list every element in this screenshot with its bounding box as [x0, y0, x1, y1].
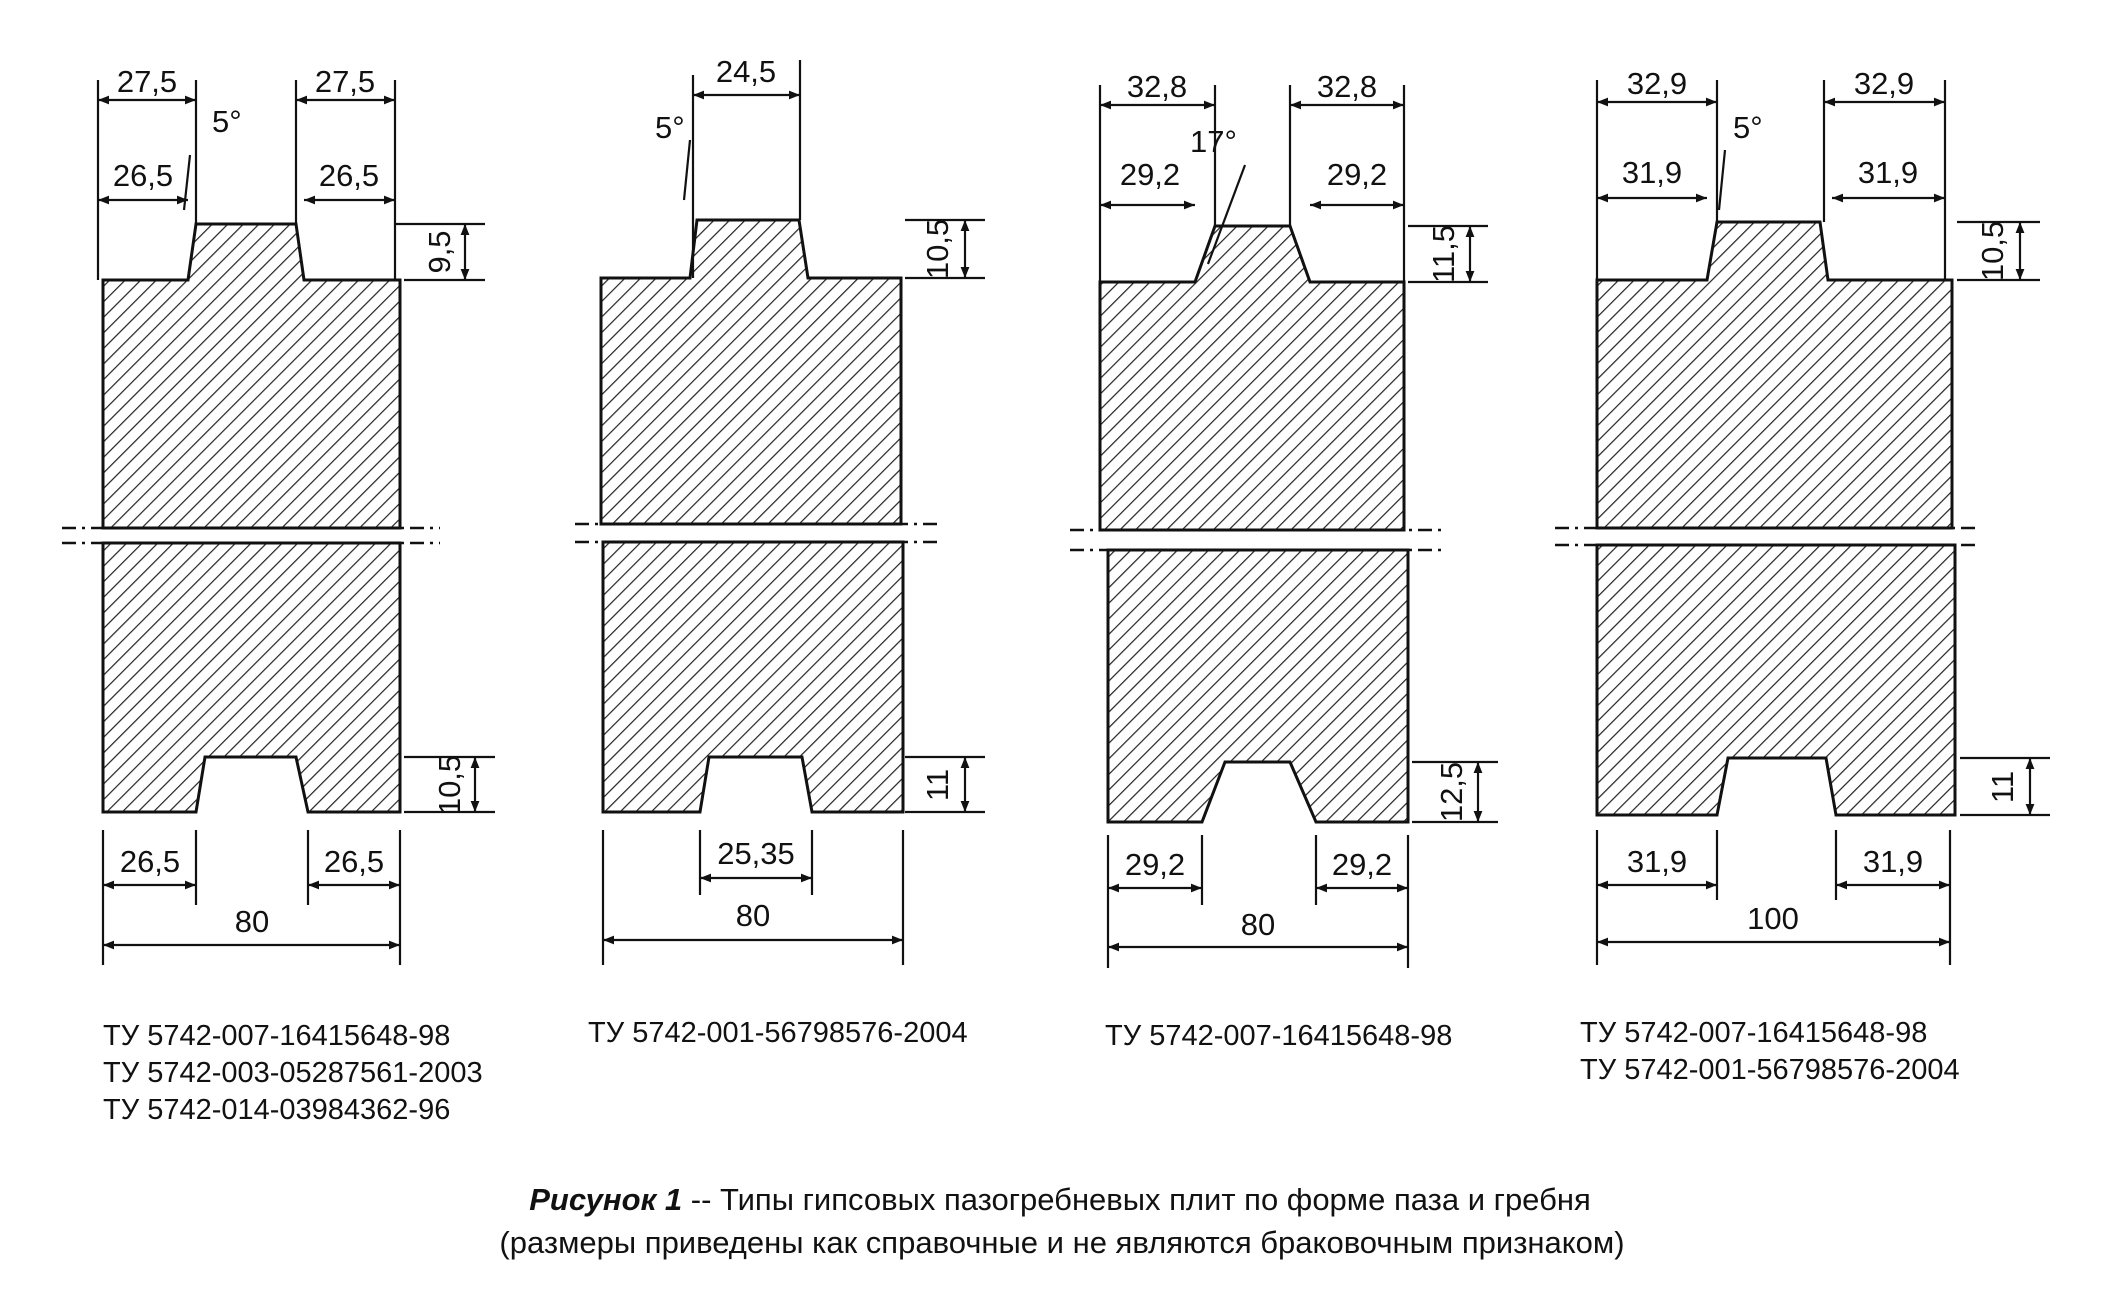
panel-1-tu-line-2: ТУ 5742-003-05287561-2003	[103, 1057, 483, 1089]
panel-2-label-bottom-center: 25,35	[717, 836, 795, 871]
panel-3-label-top-right-outer: 32,8	[1316, 69, 1378, 104]
panel-2-label-ridge-height: 10,5	[920, 218, 955, 280]
panel-2-label-angle: 5°	[655, 110, 685, 145]
panel-4-label-top-right-outer: 32,9	[1853, 66, 1915, 101]
panel-4-label-width: 100	[1747, 901, 1799, 936]
panel-4-tu-line-1: ТУ 5742-007-16415648-98	[1580, 1017, 1928, 1049]
caption-title: Рисунок 1	[529, 1182, 683, 1217]
panel-2-label-top-center: 24,5	[715, 54, 777, 89]
panel-3-label-bottom-left: 29,2	[1124, 847, 1186, 882]
panel-3-label-ridge-height: 11,5	[1426, 224, 1461, 284]
panel-3-tu-line-1: ТУ 5742-007-16415648-98	[1105, 1020, 1453, 1052]
panel-3-lower-slab	[1108, 550, 1408, 822]
panel-4-lower-slab	[1597, 545, 1955, 815]
panel-3-upper-slab	[1100, 226, 1404, 530]
panel-1-tu-line-3: ТУ 5742-014-03984362-96	[103, 1094, 451, 1126]
panel-3-label-bottom-right: 29,2	[1331, 847, 1393, 882]
panel-3-label-angle: 17°	[1190, 124, 1237, 159]
caption-line-1	[529, 1182, 1591, 1217]
panel-3-label-top-left-inner: 29,2	[1119, 157, 1181, 192]
panel-1-label-top-right-inner: 26,5	[318, 158, 380, 193]
panel-3-label-top-right-inner: 29,2	[1326, 157, 1388, 192]
panel-3-label-width: 80	[1240, 907, 1276, 942]
panel-1	[62, 64, 495, 1126]
panel-4-label-bottom-right: 31,9	[1862, 844, 1924, 879]
panel-1-label-groove-height: 10,5	[432, 754, 467, 816]
panel-1-label-top-left-inner: 26,5	[112, 158, 174, 193]
panel-4-label-top-left-outer: 32,9	[1626, 66, 1688, 101]
panel-2-label-groove-height: 11	[920, 768, 955, 802]
panel-2-upper-slab	[601, 220, 901, 524]
panel-4-label-top-right-inner: 31,9	[1857, 155, 1919, 190]
panel-4-label-bottom-left: 31,9	[1626, 844, 1688, 879]
panel-3-label-top-left-outer: 32,8	[1126, 69, 1188, 104]
panel-3-label-groove-height: 12,5	[1434, 761, 1469, 823]
panel-1-upper-slab	[103, 224, 400, 528]
panel-4-label-angle: 5°	[1733, 110, 1763, 145]
panel-1-label-bottom-right: 26,5	[323, 844, 385, 879]
panel-4-tu-line-2: ТУ 5742-001-56798576-2004	[1580, 1054, 1960, 1086]
panel-1-label-top-right-outer: 27,5	[314, 64, 376, 99]
panel-4-upper-slab	[1597, 222, 1952, 528]
panel-2-label-width: 80	[735, 898, 771, 933]
caption-text-1: -- Типы гипсовых пазогребневых плит по форме паза и гребня	[682, 1182, 1591, 1217]
panel-4-label-top-left-inner: 31,9	[1621, 155, 1683, 190]
panel-2-tu-line-1: ТУ 5742-001-56798576-2004	[588, 1017, 968, 1049]
panel-1-label-angle: 5°	[212, 104, 242, 139]
panel-1-label-top-left-outer: 27,5	[116, 64, 178, 99]
panel-4-label-groove-height: 11	[1985, 770, 2020, 804]
figure-caption	[499, 1182, 1624, 1260]
panel-2	[575, 54, 985, 1049]
panel-4	[1555, 66, 2050, 1086]
panel-4-label-ridge-height: 10,5	[1975, 220, 2010, 282]
panel-1-label-width: 80	[234, 904, 270, 939]
caption-line-2: (размеры приведены как справочные и не являются браковочным признаком)	[499, 1225, 1625, 1260]
panel-1-label-bottom-left: 26,5	[119, 844, 181, 879]
panel-1-label-ridge-height: 9,5	[422, 230, 457, 274]
panel-2-lower-slab	[603, 542, 903, 812]
panel-3	[1070, 69, 1498, 1052]
panel-1-lower-slab	[103, 543, 400, 812]
panel-1-tu-line-1: ТУ 5742-007-16415648-98	[103, 1020, 451, 1052]
